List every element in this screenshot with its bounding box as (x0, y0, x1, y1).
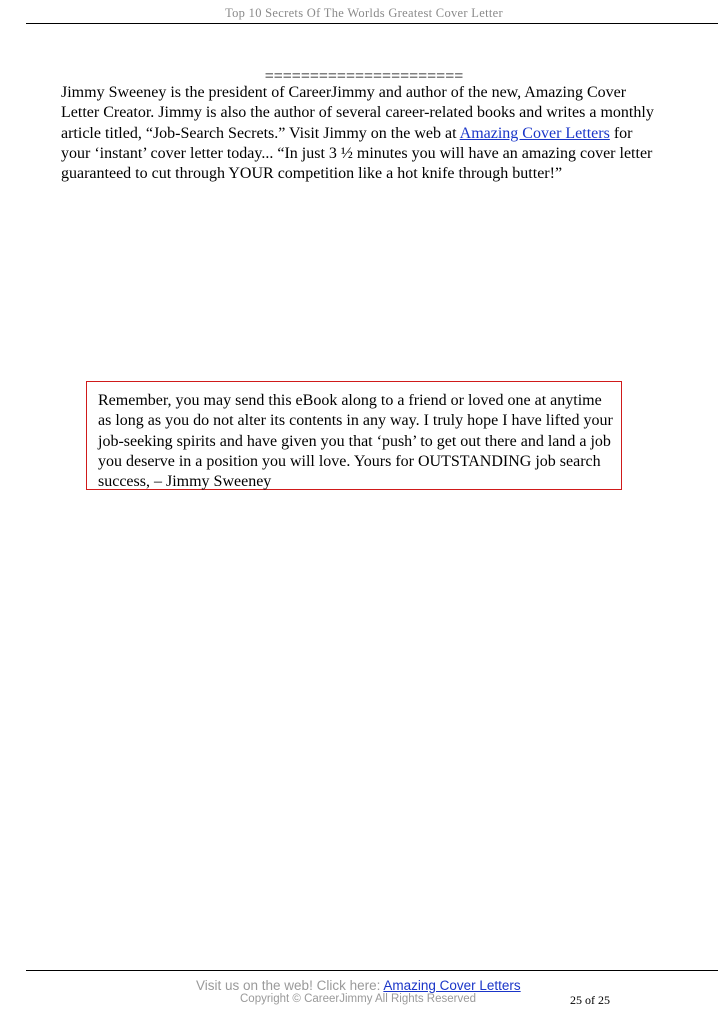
header-divider (26, 23, 718, 24)
footer-visit-text: Visit us on the web! Click here: (196, 978, 384, 993)
closing-note-box (86, 381, 622, 490)
author-bio-paragraph (61, 83, 661, 184)
amazing-cover-letters-link[interactable]: Amazing Cover Letters (459, 124, 610, 142)
footer-amazing-cover-letters-link[interactable]: Amazing Cover Letters (383, 978, 521, 993)
bio-text-end: for your ‘instant’ cover letter today... “In just 3 ½ minutes you will have an amazing cover letter guaranteed to cut through YOUR competition like a hot knife through butter!” (61, 124, 653, 183)
page-number: 25 of 25 (570, 993, 610, 1007)
closing-note-text: Remember, you may send this eBook along to a friend or loved one at anytime as long as you do not alter its contents in any way. I truly hope I have lifted your job-seeking spirits and have given you that ‘push’ to get out there and land a job you deserve in a position you will love. Yours for OUTSTANDING job search success, – Jimmy Sweeney (98, 392, 613, 491)
bio-text-start: Jimmy Sweeney is the president of CareerJimmy and author of the new, Amazing Cover Letter Creator. Jimmy is also the author of several career-related books and writes a monthly article titled, “Job-Search Secrets.” Visit Jimmy on the web at (61, 84, 654, 142)
footer-copyright: Copyright © CareerJimmy All Rights Reserved (240, 993, 476, 1005)
footer-divider (26, 970, 718, 971)
section-separator: ====================== (264, 68, 464, 85)
document-header-title: Top 10 Secrets Of The Worlds Greatest Cover Letter (225, 6, 503, 20)
footer-visit-line (196, 978, 521, 993)
